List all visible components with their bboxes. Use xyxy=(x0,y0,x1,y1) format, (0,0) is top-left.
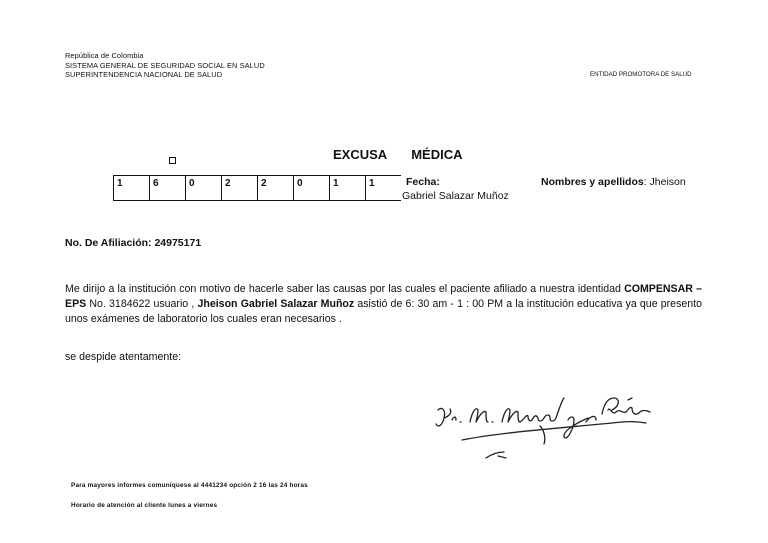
patient-name: Jheison Gabriel Salazar Muñoz xyxy=(197,298,355,310)
body-intro: Me dirijo a la institución con motivo de hacerle saber las causas por las cuales el paciente afiliado a nuestra identidad xyxy=(65,283,625,295)
body-usuario: No. 3184622 usuario , xyxy=(86,298,198,310)
title-word-2: MÉDICA xyxy=(411,147,463,162)
eps-name: COMPENSAR –EPS xyxy=(65,283,702,310)
affiliation-number: No. De Afiliación: 24975171 xyxy=(65,237,202,249)
closing-line: se despide atentamente: xyxy=(65,351,182,363)
header-eps-label: ENTIDAD PROMOTORA DE SALUD xyxy=(590,71,692,78)
digit-box: 0 xyxy=(293,175,329,200)
digit-box: 1 xyxy=(365,175,401,200)
doctor-signature xyxy=(432,392,682,464)
header-superintendence: SUPERINTENDENCIA NACIONAL DE SALUD xyxy=(65,70,223,80)
digit-box: 1 xyxy=(329,175,365,200)
digit-box: 2 xyxy=(257,175,293,200)
body-rest: asistió de 6: 30 am - 1 : 00 PM a la institución educativa ya que presento unos exámenes de laboratorio los cuales eran necesarios . xyxy=(65,298,702,325)
footer-contact: Para mayores informes comuníquese al 4441234 opción 2 16 las 24 horas xyxy=(71,482,308,489)
digit-box: 2 xyxy=(221,175,257,200)
digit-box: 6 xyxy=(149,175,185,200)
digit-box: 0 xyxy=(185,175,221,200)
document-title xyxy=(333,147,462,162)
number-boxes xyxy=(113,175,401,201)
nombres-value-continued: Gabriel Salazar Muñoz xyxy=(402,190,509,202)
header-country: República de Colombia xyxy=(65,51,144,60)
title-word-1: EXCUSA xyxy=(333,147,388,162)
nombres-label: Nombres y apellidos xyxy=(541,176,644,188)
digit-box: 1 xyxy=(113,175,149,200)
nombres-field xyxy=(541,176,686,188)
checkbox[interactable] xyxy=(169,157,176,164)
footer-schedule: Horario de atención al cliente lunes a viernes xyxy=(71,502,218,509)
header-system: SISTEMA GENERAL DE SEGURIDAD SOCIAL EN SALUD xyxy=(65,60,265,70)
fecha-label: Fecha: xyxy=(406,176,440,188)
body-paragraph xyxy=(65,282,702,327)
nombres-value: : Jheison xyxy=(643,176,686,188)
header-block xyxy=(65,51,265,80)
